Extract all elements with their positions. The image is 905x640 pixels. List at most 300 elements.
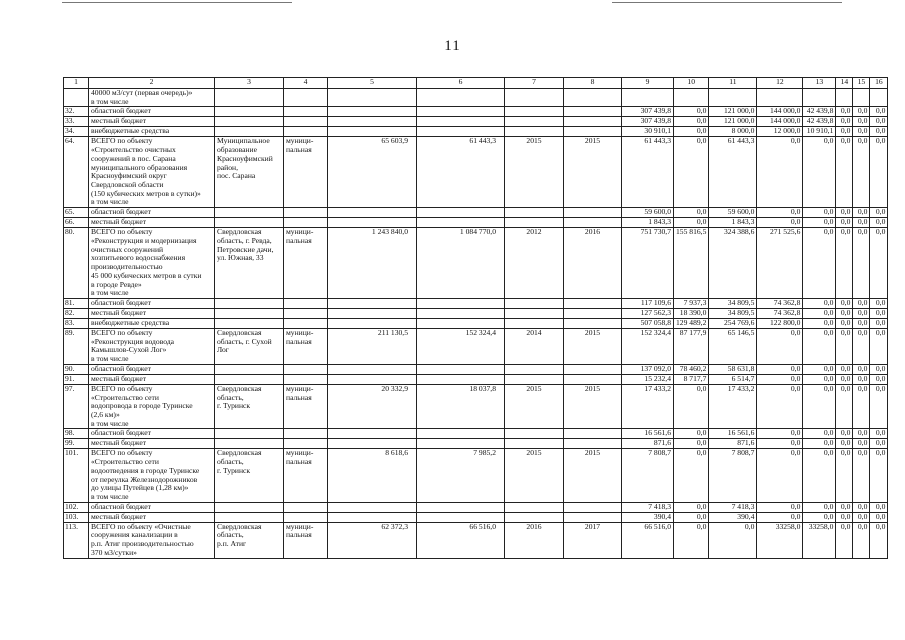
location-cell: [215, 308, 284, 318]
year-amount-cell: 0,0: [870, 439, 888, 449]
year-amount-cell: 0,0: [803, 208, 836, 218]
location-cell: [215, 127, 284, 137]
total-amount-cell: 871,6: [622, 439, 674, 449]
total-amount-cell: 751 730,7: [622, 228, 674, 299]
year-amount-cell: 0,0: [853, 117, 870, 127]
description-cell: местный бюджет: [89, 218, 215, 228]
year-amount-cell: 0,0: [870, 512, 888, 522]
year-amount-cell: 121 000,0: [709, 117, 757, 127]
year-amount-cell: 0,0: [870, 228, 888, 299]
year-amount-cell: 0,0: [674, 137, 709, 208]
year-amount-cell: 0,0: [836, 374, 853, 384]
column-number-cell: 4: [284, 78, 328, 89]
estimated-cost-cell: 65 603,9: [328, 137, 417, 208]
year-amount-cell: 0,0: [836, 127, 853, 137]
row-number-cell: 101.: [64, 449, 89, 502]
total-amount-cell: [622, 89, 674, 107]
description-cell: областной бюджет: [89, 107, 215, 117]
location-cell: Муниципальное образование Красноуфимский район, пос. Сарана: [215, 137, 284, 208]
end-year-cell: [564, 512, 622, 522]
year-amount-cell: 0,0: [674, 429, 709, 439]
end-year-cell: [564, 318, 622, 328]
total-amount-cell: 17 433,2: [622, 384, 674, 429]
year-amount-cell: 0,0: [803, 439, 836, 449]
year-amount-cell: 0,0: [803, 502, 836, 512]
start-year-cell: [505, 512, 564, 522]
total-amount-cell: 7 418,3: [622, 502, 674, 512]
year-amount-cell: 0,0: [836, 512, 853, 522]
year-amount-cell: 0,0: [674, 127, 709, 137]
year-amount-cell: 0,0: [757, 384, 803, 429]
estimated-cost-cell: [328, 127, 417, 137]
description-cell: областной бюджет: [89, 208, 215, 218]
location-cell: [215, 512, 284, 522]
row-number-cell: 82.: [64, 308, 89, 318]
year-amount-cell: 0,0: [674, 117, 709, 127]
estimated-cost-cell: [328, 364, 417, 374]
total-amount-cell: 30 910,1: [622, 127, 674, 137]
end-year-cell: 2015: [564, 384, 622, 429]
table-row: [64, 137, 888, 208]
end-year-cell: 2016: [564, 228, 622, 299]
row-number-cell: 113.: [64, 522, 89, 558]
description-cell: ВСЕГО по объекту «Реконструкция водовода Камышлов-Сухой Лог» в том числе: [89, 328, 215, 364]
ownership-cell: [284, 308, 328, 318]
end-year-cell: 2015: [564, 137, 622, 208]
total-amount-cell: 66 516,0: [622, 522, 674, 558]
table-row: [64, 89, 888, 107]
table-row: [64, 429, 888, 439]
remaining-cost-cell: 1 084 770,0: [417, 228, 505, 299]
year-amount-cell: 0,0: [836, 208, 853, 218]
ownership-cell: [284, 502, 328, 512]
year-amount-cell: 0,0: [853, 208, 870, 218]
start-year-cell: [505, 364, 564, 374]
column-number-cell: 14: [836, 78, 853, 89]
year-amount-cell: [674, 89, 709, 107]
description-cell: местный бюджет: [89, 439, 215, 449]
year-amount-cell: 0,0: [870, 218, 888, 228]
year-amount-cell: 122 800,0: [757, 318, 803, 328]
year-amount-cell: 0,0: [757, 364, 803, 374]
year-amount-cell: 34 809,5: [709, 308, 757, 318]
year-amount-cell: 0,0: [836, 308, 853, 318]
year-amount-cell: 18 390,0: [674, 308, 709, 318]
end-year-cell: [564, 308, 622, 318]
column-number-cell: 3: [215, 78, 284, 89]
row-number-cell: 66.: [64, 218, 89, 228]
description-cell: ВСЕГО по объекту «Очистные сооружения канализации в р.п. Атиг производительностью 370 м3/сутки»: [89, 522, 215, 558]
year-amount-cell: 0,0: [836, 522, 853, 558]
description-cell: ВСЕГО по объекту «Реконструкция и модернизация очистных сооружений хозпитьевого водоснабжения производительностью 45 000 кубических метров в сутки в городе Ревде» в том числе: [89, 228, 215, 299]
total-amount-cell: 1 843,3: [622, 218, 674, 228]
table-body: [64, 78, 888, 559]
ownership-cell: [284, 512, 328, 522]
start-year-cell: [505, 89, 564, 107]
ownership-cell: [284, 218, 328, 228]
year-amount-cell: 42 439,8: [803, 107, 836, 117]
location-cell: Свердловская область, р.п. Атиг: [215, 522, 284, 558]
column-number-row: [64, 78, 888, 89]
start-year-cell: [505, 218, 564, 228]
year-amount-cell: 7 937,3: [674, 298, 709, 308]
year-amount-cell: 0,0: [870, 374, 888, 384]
year-amount-cell: 155 816,5: [674, 228, 709, 299]
start-year-cell: [505, 298, 564, 308]
row-number-cell: 83.: [64, 318, 89, 328]
year-amount-cell: 33258,0: [757, 522, 803, 558]
year-amount-cell: 0,0: [674, 502, 709, 512]
column-number-cell: 13: [803, 78, 836, 89]
estimated-cost-cell: [328, 374, 417, 384]
year-amount-cell: 0,0: [836, 449, 853, 502]
year-amount-cell: 0,0: [853, 374, 870, 384]
description-cell: областной бюджет: [89, 429, 215, 439]
start-year-cell: [505, 429, 564, 439]
year-amount-cell: 0,0: [853, 137, 870, 208]
estimated-cost-cell: [328, 107, 417, 117]
estimated-cost-cell: [328, 117, 417, 127]
end-year-cell: 2015: [564, 449, 622, 502]
total-amount-cell: 59 600,0: [622, 208, 674, 218]
year-amount-cell: 0,0: [870, 298, 888, 308]
description-cell: 40000 м3/сут (первая очередь)» в том числе: [89, 89, 215, 107]
estimated-cost-cell: [328, 318, 417, 328]
year-amount-cell: 871,6: [709, 439, 757, 449]
remaining-cost-cell: [417, 298, 505, 308]
ownership-cell: [284, 429, 328, 439]
start-year-cell: 2015: [505, 384, 564, 429]
year-amount-cell: 0,0: [853, 364, 870, 374]
row-number-cell: 97.: [64, 384, 89, 429]
year-amount-cell: 121 000,0: [709, 107, 757, 117]
year-amount-cell: 0,0: [803, 218, 836, 228]
row-number-cell: 91.: [64, 374, 89, 384]
year-amount-cell: 0,0: [674, 384, 709, 429]
location-cell: Свердловская область, г. Туринск: [215, 449, 284, 502]
table-row: [64, 439, 888, 449]
year-amount-cell: 0,0: [836, 439, 853, 449]
ownership-cell: муници- пальная: [284, 449, 328, 502]
remaining-cost-cell: [417, 127, 505, 137]
year-amount-cell: 254 769,6: [709, 318, 757, 328]
remaining-cost-cell: [417, 502, 505, 512]
row-number-cell: 65.: [64, 208, 89, 218]
ownership-cell: [284, 107, 328, 117]
year-amount-cell: 0,0: [870, 384, 888, 429]
year-amount-cell: 0,0: [853, 127, 870, 137]
year-amount-cell: 0,0: [853, 318, 870, 328]
year-amount-cell: 0,0: [803, 374, 836, 384]
estimated-cost-cell: [328, 89, 417, 107]
table-row: [64, 364, 888, 374]
start-year-cell: [505, 439, 564, 449]
description-cell: областной бюджет: [89, 502, 215, 512]
year-amount-cell: 12 000,0: [757, 127, 803, 137]
year-amount-cell: 87 177,9: [674, 328, 709, 364]
location-cell: Свердловская область, г. Туринск: [215, 384, 284, 429]
ownership-cell: [284, 318, 328, 328]
year-amount-cell: 0,0: [803, 298, 836, 308]
year-amount-cell: 0,0: [803, 137, 836, 208]
row-number-cell: 32.: [64, 107, 89, 117]
year-amount-cell: 0,0: [870, 137, 888, 208]
year-amount-cell: 1 843,3: [709, 218, 757, 228]
budget-table: [63, 77, 888, 559]
location-cell: [215, 429, 284, 439]
estimated-cost-cell: [328, 218, 417, 228]
page-number: 11: [444, 38, 461, 54]
year-amount-cell: 0,0: [836, 429, 853, 439]
year-amount-cell: 7 418,3: [709, 502, 757, 512]
row-number-cell: 103.: [64, 512, 89, 522]
year-amount-cell: 0,0: [853, 107, 870, 117]
location-cell: [215, 318, 284, 328]
year-amount-cell: 8 000,0: [709, 127, 757, 137]
end-year-cell: [564, 127, 622, 137]
remaining-cost-cell: [417, 218, 505, 228]
year-amount-cell: 0,0: [757, 208, 803, 218]
year-amount-cell: 74 362,8: [757, 298, 803, 308]
total-amount-cell: 7 808,7: [622, 449, 674, 502]
year-amount-cell: 61 443,3: [709, 137, 757, 208]
year-amount-cell: 59 600,0: [709, 208, 757, 218]
year-amount-cell: 271 525,6: [757, 228, 803, 299]
column-number-cell: 2: [89, 78, 215, 89]
description-cell: местный бюджет: [89, 374, 215, 384]
start-year-cell: [505, 502, 564, 512]
description-cell: внебюджетные средства: [89, 318, 215, 328]
year-amount-cell: 6 514,7: [709, 374, 757, 384]
year-amount-cell: 0,0: [853, 328, 870, 364]
ownership-cell: [284, 364, 328, 374]
end-year-cell: [564, 89, 622, 107]
year-amount-cell: 34 809,5: [709, 298, 757, 308]
remaining-cost-cell: [417, 308, 505, 318]
column-number-cell: 5: [328, 78, 417, 89]
ownership-cell: [284, 208, 328, 218]
location-cell: [215, 117, 284, 127]
year-amount-cell: 0,0: [757, 374, 803, 384]
ownership-cell: [284, 439, 328, 449]
estimated-cost-cell: 211 130,5: [328, 328, 417, 364]
year-amount-cell: 144 000,0: [757, 107, 803, 117]
table-row: [64, 374, 888, 384]
year-amount-cell: 0,0: [674, 449, 709, 502]
remaining-cost-cell: [417, 512, 505, 522]
year-amount-cell: 390,4: [709, 512, 757, 522]
row-number-cell: 81.: [64, 298, 89, 308]
location-cell: [215, 208, 284, 218]
year-amount-cell: 0,0: [757, 502, 803, 512]
estimated-cost-cell: [328, 298, 417, 308]
table-row: [64, 328, 888, 364]
year-amount-cell: [803, 89, 836, 107]
column-number-cell: 11: [709, 78, 757, 89]
year-amount-cell: [709, 89, 757, 107]
location-cell: Свердловская область, г. Ревда, Петровские дачи, ул. Южная, 33: [215, 228, 284, 299]
year-amount-cell: 7 808,7: [709, 449, 757, 502]
year-amount-cell: 0,0: [836, 364, 853, 374]
year-amount-cell: 0,0: [674, 512, 709, 522]
location-cell: [215, 218, 284, 228]
year-amount-cell: 0,0: [757, 449, 803, 502]
table-row: [64, 318, 888, 328]
table-row: [64, 298, 888, 308]
start-year-cell: 2016: [505, 522, 564, 558]
table-row: [64, 512, 888, 522]
remaining-cost-cell: [417, 429, 505, 439]
year-amount-cell: 0,0: [757, 218, 803, 228]
end-year-cell: [564, 439, 622, 449]
column-number-cell: 9: [622, 78, 674, 89]
year-amount-cell: 17 433,2: [709, 384, 757, 429]
ownership-cell: [284, 117, 328, 127]
year-amount-cell: 0,0: [870, 449, 888, 502]
year-amount-cell: 0,0: [853, 228, 870, 299]
remaining-cost-cell: 7 985,2: [417, 449, 505, 502]
row-number-cell: 80.: [64, 228, 89, 299]
ownership-cell: муници- пальная: [284, 228, 328, 299]
year-amount-cell: 0,0: [674, 218, 709, 228]
ownership-cell: [284, 89, 328, 107]
year-amount-cell: [853, 89, 870, 107]
year-amount-cell: 42 439,8: [803, 117, 836, 127]
remaining-cost-cell: 18 037,8: [417, 384, 505, 429]
year-amount-cell: 0,0: [803, 364, 836, 374]
year-amount-cell: 65 146,5: [709, 328, 757, 364]
table-row: [64, 208, 888, 218]
year-amount-cell: 0,0: [803, 449, 836, 502]
year-amount-cell: 324 388,6: [709, 228, 757, 299]
end-year-cell: [564, 208, 622, 218]
location-cell: Свердловская область, г. Сухой Лог: [215, 328, 284, 364]
year-amount-cell: 0,0: [674, 107, 709, 117]
remaining-cost-cell: 66 516,0: [417, 522, 505, 558]
location-cell: [215, 502, 284, 512]
year-amount-cell: 16 561,6: [709, 429, 757, 439]
table-row: [64, 107, 888, 117]
remaining-cost-cell: [417, 374, 505, 384]
year-amount-cell: 0,0: [870, 328, 888, 364]
end-year-cell: 2017: [564, 522, 622, 558]
description-cell: местный бюджет: [89, 512, 215, 522]
column-number-cell: 16: [870, 78, 888, 89]
year-amount-cell: 0,0: [803, 429, 836, 439]
year-amount-cell: 0,0: [870, 127, 888, 137]
year-amount-cell: 0,0: [674, 439, 709, 449]
year-amount-cell: 0,0: [853, 308, 870, 318]
column-number-cell: 15: [853, 78, 870, 89]
top-rule-left: [62, 2, 292, 3]
year-amount-cell: 0,0: [870, 208, 888, 218]
total-amount-cell: 127 562,3: [622, 308, 674, 318]
table-row: [64, 308, 888, 318]
location-cell: [215, 374, 284, 384]
year-amount-cell: 0,0: [803, 328, 836, 364]
location-cell: [215, 439, 284, 449]
end-year-cell: [564, 374, 622, 384]
year-amount-cell: 0,0: [836, 117, 853, 127]
end-year-cell: [564, 298, 622, 308]
year-amount-cell: 0,0: [803, 384, 836, 429]
column-number-cell: 8: [564, 78, 622, 89]
total-amount-cell: 152 324,4: [622, 328, 674, 364]
year-amount-cell: 0,0: [853, 522, 870, 558]
total-amount-cell: 15 232,4: [622, 374, 674, 384]
row-number-cell: 33.: [64, 117, 89, 127]
column-number-cell: 7: [505, 78, 564, 89]
year-amount-cell: 0,0: [853, 439, 870, 449]
year-amount-cell: 0,0: [757, 439, 803, 449]
start-year-cell: 2014: [505, 328, 564, 364]
year-amount-cell: 0,0: [870, 364, 888, 374]
year-amount-cell: 0,0: [836, 298, 853, 308]
remaining-cost-cell: 152 324,4: [417, 328, 505, 364]
remaining-cost-cell: [417, 89, 505, 107]
year-amount-cell: [870, 89, 888, 107]
location-cell: [215, 89, 284, 107]
row-number-cell: 34.: [64, 127, 89, 137]
year-amount-cell: 58 631,8: [709, 364, 757, 374]
table-row: [64, 449, 888, 502]
column-number-cell: 10: [674, 78, 709, 89]
table-row: [64, 384, 888, 429]
row-number-cell: 89.: [64, 328, 89, 364]
start-year-cell: [505, 318, 564, 328]
top-rule-right: [612, 2, 842, 3]
estimated-cost-cell: [328, 439, 417, 449]
year-amount-cell: 0,0: [836, 137, 853, 208]
year-amount-cell: 10 910,1: [803, 127, 836, 137]
total-amount-cell: 307 439,8: [622, 107, 674, 117]
total-amount-cell: 16 561,6: [622, 429, 674, 439]
year-amount-cell: 0,0: [870, 308, 888, 318]
year-amount-cell: 0,0: [870, 318, 888, 328]
year-amount-cell: 0,0: [853, 429, 870, 439]
year-amount-cell: 0,0: [803, 228, 836, 299]
year-amount-cell: 0,0: [870, 522, 888, 558]
year-amount-cell: 8 717,7: [674, 374, 709, 384]
year-amount-cell: 0,0: [757, 429, 803, 439]
remaining-cost-cell: 61 443,3: [417, 137, 505, 208]
table-row: [64, 228, 888, 299]
description-cell: внебюджетные средства: [89, 127, 215, 137]
start-year-cell: [505, 107, 564, 117]
estimated-cost-cell: 20 332,9: [328, 384, 417, 429]
end-year-cell: [564, 429, 622, 439]
end-year-cell: [564, 117, 622, 127]
column-number-cell: 6: [417, 78, 505, 89]
year-amount-cell: 74 362,8: [757, 308, 803, 318]
estimated-cost-cell: [328, 512, 417, 522]
year-amount-cell: 0,0: [836, 318, 853, 328]
remaining-cost-cell: [417, 107, 505, 117]
year-amount-cell: 0,0: [757, 137, 803, 208]
remaining-cost-cell: [417, 318, 505, 328]
year-amount-cell: 0,0: [757, 512, 803, 522]
estimated-cost-cell: 8 618,6: [328, 449, 417, 502]
description-cell: ВСЕГО по объекту «Строительство очистных сооружений в пос. Сарана муниципального образования Красноуфимский округ Свердловской области (150 кубических метров в сутки)» в том числе: [89, 137, 215, 208]
ownership-cell: муници- пальная: [284, 522, 328, 558]
remaining-cost-cell: [417, 117, 505, 127]
year-amount-cell: 0,0: [853, 384, 870, 429]
year-amount-cell: 0,0: [836, 228, 853, 299]
year-amount-cell: 0,0: [853, 449, 870, 502]
total-amount-cell: 117 109,6: [622, 298, 674, 308]
year-amount-cell: 0,0: [870, 107, 888, 117]
year-amount-cell: 0,0: [836, 107, 853, 117]
